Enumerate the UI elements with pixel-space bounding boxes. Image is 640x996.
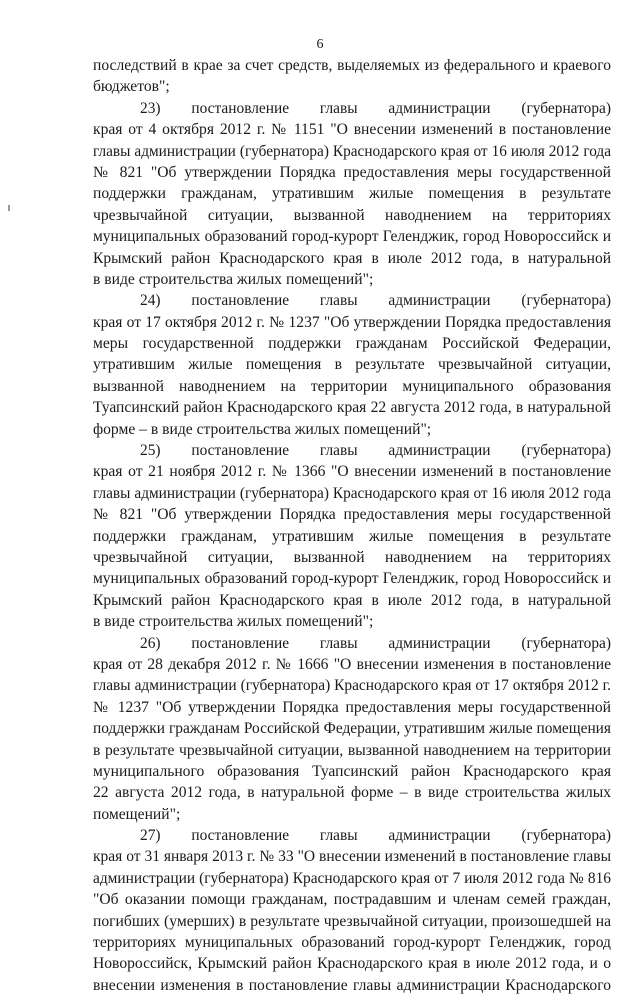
- text-line: чрезвычайной ситуации, вызванной наводнением на территориях: [93, 206, 611, 224]
- text-line: 27) постановление главы администрации (губернатора): [140, 827, 611, 845]
- text-line: погибших (умерших) в результате чрезвычайной ситуации, произошедшей на: [93, 912, 611, 930]
- text-line: Крымский район Краснодарского края в июле 2012 года, в натуральной: [93, 591, 611, 609]
- paragraph-item-26: [93, 633, 611, 826]
- text-line: 26) постановление главы администрации (губернатора): [140, 634, 611, 652]
- text-line: муниципального образования Туапсинский район Краснодарского края: [93, 762, 611, 780]
- text-line: территориях муниципальных образований город-курорт Геленджик, город: [93, 934, 611, 952]
- text-line: внесении изменения в постановление главы администрации Краснодарского: [93, 976, 611, 994]
- text-line: главы администрации (губернатора) Краснодарского края от 16 июля 2012 года: [93, 484, 611, 502]
- text-line: чрезвычайной ситуации, вызванной наводнением на территориях: [93, 548, 611, 566]
- text-line: Крымский район Краснодарского края в июле 2012 года, в натуральной: [93, 249, 611, 267]
- text-line: № 821 "Об утверждении Порядка предоставления меры государственной: [93, 506, 611, 524]
- text-line: в результате чрезвычайной ситуации, вызванной наводнением на территории: [93, 741, 611, 759]
- page-number: 6: [316, 37, 324, 52]
- text-line: главы администрации (губернатора) Краснодарского края от 16 июля 2012 года: [93, 142, 611, 160]
- text-line: поддержки гражданам, утратившим жилые помещения в результате: [93, 185, 611, 203]
- text-line: меры государственной поддержки гражданам Российской Федерации,: [93, 335, 611, 353]
- text-line: муниципальных образований город-курорт Геленджик, город Новороссийск и: [93, 228, 611, 246]
- text-line: муниципальных образований город-курорт Геленджик, город Новороссийск и: [93, 570, 611, 588]
- text-line: Туапсинский район Краснодарского края 22 августа 2012 года, в натуральной: [93, 399, 611, 417]
- text-line: помещений";: [93, 805, 181, 823]
- margin-mark: [8, 205, 10, 211]
- text-line: № 821 "Об утверждении Порядка предоставления меры государственной: [93, 163, 611, 181]
- paragraph-item-27: [93, 825, 611, 996]
- paragraph-item-24: [93, 290, 611, 440]
- text-line: главы администрации (губернатора) Краснодарского края от 17 октября 2012 г.: [93, 677, 611, 695]
- text-line: 22 августа 2012 года, в натуральной форме – в виде строительства жилых: [93, 784, 611, 802]
- text-line: бюджетов";: [93, 78, 170, 96]
- text-line: края от 17 октября 2012 г. № 1237 "Об утверждении Порядка предоставления: [93, 313, 611, 331]
- text-line: "Об оказании помощи гражданам, пострадавшим и членам семей граждан,: [93, 891, 611, 909]
- text-line: администрации (губернатора) Краснодарского края от 7 июля 2012 года № 816: [93, 869, 611, 887]
- text-line: края от 31 января 2013 г. № 33 "О внесении изменений в постановление главы: [93, 848, 611, 866]
- text-line: 23) постановление главы администрации (губернатора): [140, 99, 611, 117]
- text-line: края от 4 октября 2012 г. № 1151 "О внесении изменений в постановление: [93, 121, 611, 139]
- text-line: в виде строительства жилых помещений";: [93, 270, 374, 288]
- text-line: форме – в виде строительства жилых помещений";: [93, 420, 432, 438]
- text-line: последствий в крае за счет средств, выделяемых из федерального и краевого: [93, 57, 611, 74]
- text-line: края от 28 декабря 2012 г. № 1666 "О внесении изменения в постановление: [93, 655, 611, 673]
- text-line: поддержки гражданам Российской Федерации, утратившим жилые помещения: [93, 720, 611, 738]
- text-line: утратившим жилые помещения в результате чрезвычайной ситуации,: [93, 356, 611, 374]
- text-line: № 1237 "Об утверждении Порядка предоставления меры государственной: [93, 698, 611, 716]
- paragraph-item-25: [93, 440, 611, 633]
- text-line: вызванной наводнением на территории муниципального образования: [93, 377, 611, 395]
- text-line: в виде строительства жилых помещений";: [93, 613, 374, 631]
- text-line: края от 21 ноября 2012 г. № 1366 "О внесении изменений в постановление: [93, 463, 611, 481]
- document-body: [93, 55, 611, 996]
- text-line: 24) постановление главы администрации (губернатора): [140, 292, 611, 310]
- paragraph-item-23: [93, 98, 611, 291]
- paragraph-continuation: [93, 55, 611, 98]
- text-line: поддержки гражданам, утратившим жилые помещения в результате: [93, 527, 611, 545]
- text-line: Новороссийск, Крымский район Краснодарского края в июле 2012 года, и о: [93, 955, 611, 973]
- text-line: 25) постановление главы администрации (губернатора): [140, 442, 611, 460]
